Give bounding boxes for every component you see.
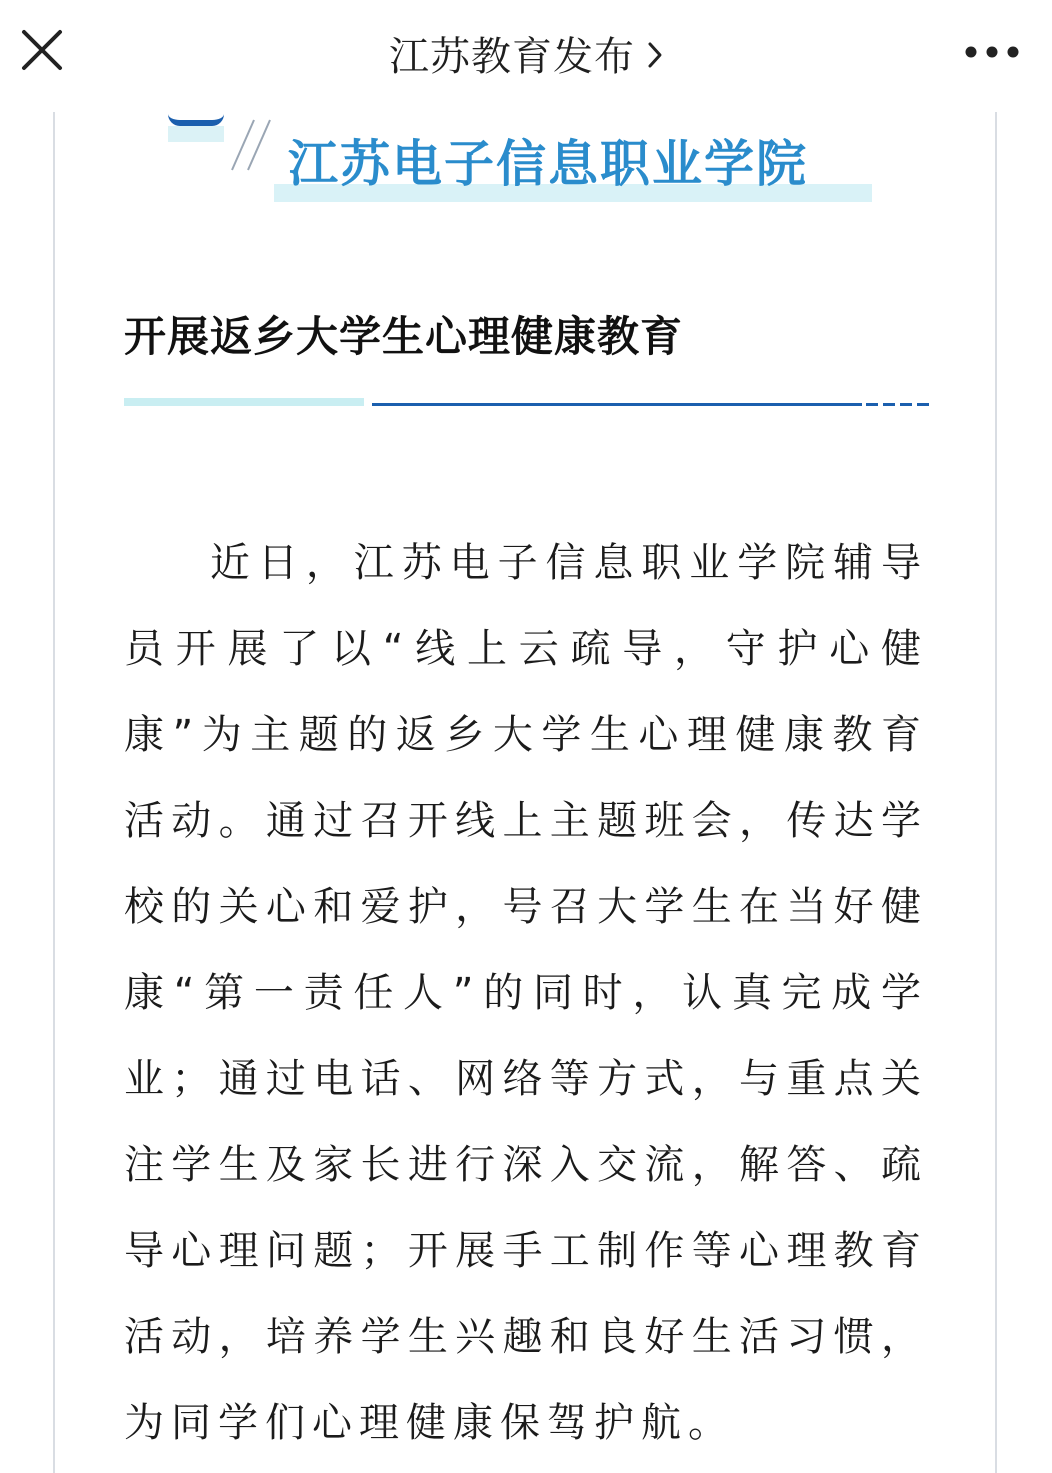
more-horizontal-icon [964, 45, 1020, 59]
headline-rule-light [124, 398, 364, 406]
top-nav-bar [0, 0, 1052, 112]
decorative-slash-icon [230, 118, 274, 174]
decorative-quote-mark [168, 112, 224, 126]
article-body-paragraph: 近日，江苏电子信息职业学院辅导员开展了以“线上云疏导，守护心健康”为主题的返乡大学生心理健康教育活动。通过召开线上主题班会，传达学校的关心和爱护，号召大学生在当好健康“第一责任人”的同时，认真完成学业；通过电话、网络等方式，与重点关注学生及家长进行深入交流，解答、疏导心理问题；开展手工制作等心理教育活动，培养学生兴趣和良好生活习惯，为同学们心理健康保驾护航。 [124, 540, 928, 1446]
school-name-heading: 江苏电子信息职业学院 [288, 135, 808, 193]
page-title: 江苏教育发布 [389, 33, 635, 80]
article-headline: 开展返乡大学生心理健康教育 [124, 312, 684, 361]
headline-rule-dashes [866, 403, 930, 406]
headline-rule-dark [372, 403, 862, 406]
chevron-right-icon [647, 41, 663, 69]
decorative-bar [168, 126, 224, 142]
more-options-button[interactable] [962, 30, 1022, 74]
account-title-link[interactable] [0, 26, 1052, 80]
